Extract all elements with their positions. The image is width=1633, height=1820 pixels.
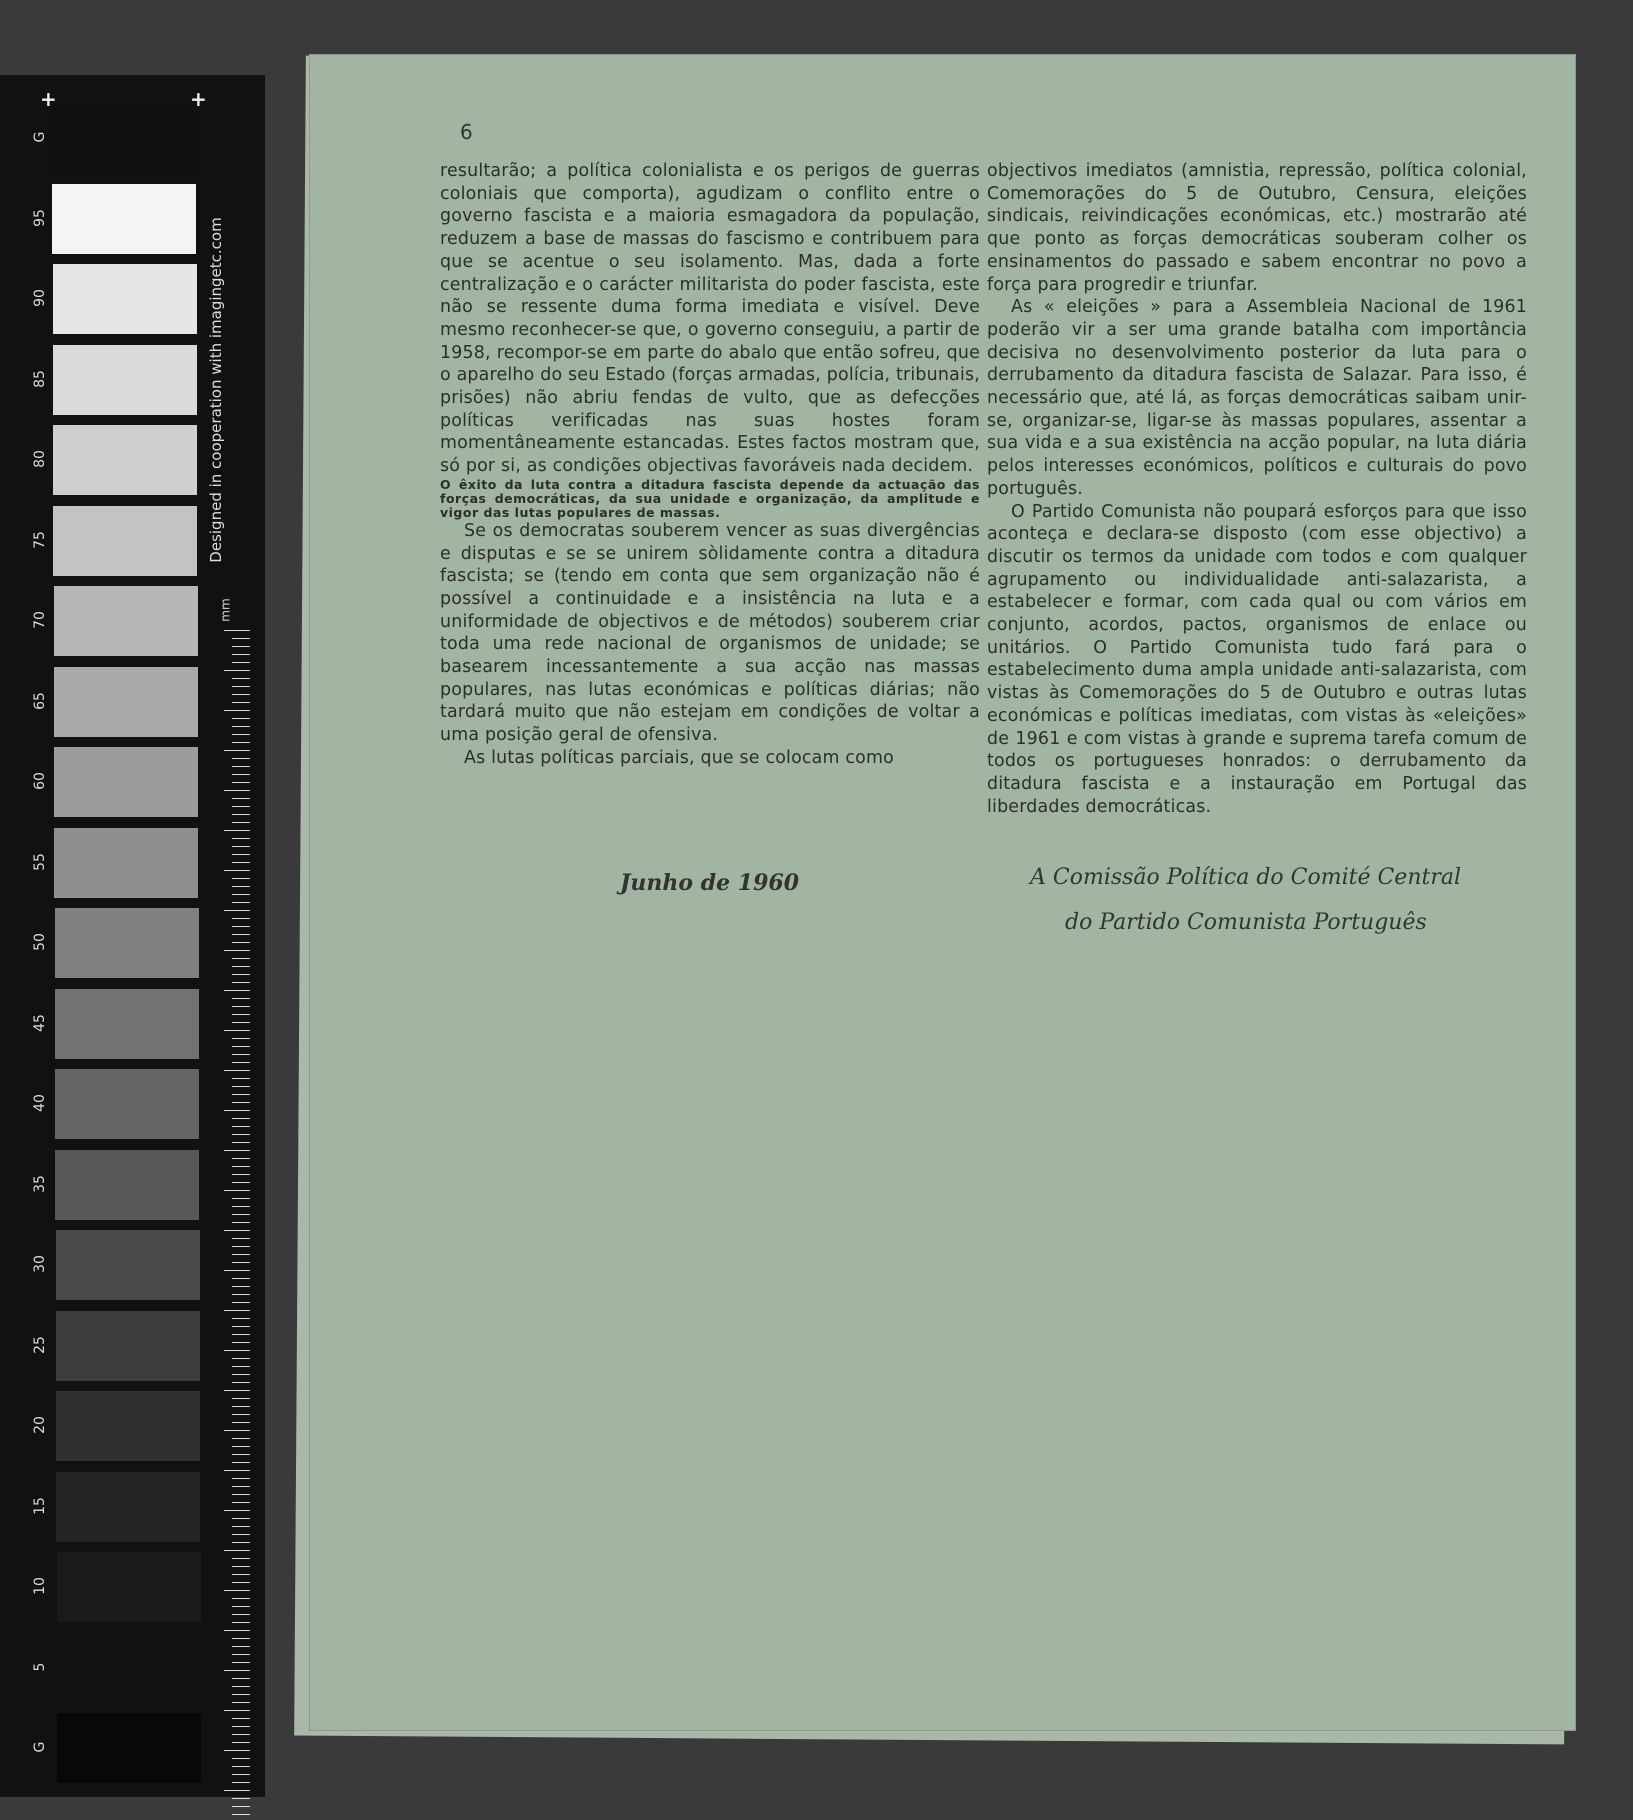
gray-patch [53, 345, 197, 415]
gray-patch [56, 1230, 200, 1300]
gray-patch-label: 80 [32, 450, 48, 468]
gray-patch-label: 70 [32, 611, 48, 629]
document-date: Junho de 1960 [620, 870, 799, 896]
bold-paragraph: O êxito da luta contra a ditadura fascista depende da actuação das forças democráticas, da sua unidade e organização, da amplitude e vigor das lutas populares de massas. [440, 476, 980, 520]
gray-patch-label: 30 [32, 1255, 48, 1273]
gray-patch-label: 45 [32, 1013, 48, 1032]
gray-patch-label: 95 [32, 208, 48, 227]
gray-patch [55, 989, 199, 1059]
gray-patch-label: G [32, 1741, 48, 1753]
gray-patch-label: 15 [32, 1496, 48, 1515]
gray-patch [54, 586, 198, 656]
gray-patch [52, 103, 196, 173]
gray-patch [55, 908, 199, 978]
ruler-unit: mm [218, 598, 233, 622]
paragraph: O Partido Comunista não poupará esforços para que isso aconteça e declara-se disposto (com esse objectivo) a discutir os termos da unidade com todos e com qualquer agrupamento ou individualidade anti-salazarista, a estabelecer e formar, com cada qual ou com vários em conjunto, acordos, pactos, organismos de enlace ou unitários. O Partido Comunista tudo fará para o estabelecimento duma ampla unidade anti-salazarista, com vistas às Comemorações do 5 de Outubro e outras lutas económicas e políticas imediatas, com vistas às «eleições» de 1961 e com vistas à grande e suprema tarefa comum de todos os portugueses honrados: o derrubamento da ditadura fascista e a instauração em Portugal das liberdades democráticas. [987, 501, 1527, 817]
gray-patch-label: 20 [32, 1416, 48, 1434]
gray-patch-label: 40 [32, 1094, 48, 1112]
gray-patch-label: 50 [32, 933, 48, 951]
right-column [987, 160, 1527, 818]
gray-patch [56, 1311, 200, 1381]
gray-patch [52, 184, 196, 254]
gray-patch [54, 667, 198, 737]
signature-line-2: do Partido Comunista Português [1065, 910, 1427, 935]
page-number: 6 [460, 120, 473, 144]
gray-patch-label: 85 [32, 369, 48, 388]
gray-patch-label: 75 [32, 530, 48, 549]
gray-patch [54, 747, 198, 817]
gray-patch-label: 35 [32, 1174, 48, 1193]
color-calibration-ruler [0, 75, 265, 1797]
paragraph: Se os democratas souberem vencer as suas divergências e disputas e se se unirem sòlidamente contra a ditadura fascista; se (tendo em conta que sem organização não é possível a continuidade e a insistência na luta e a uniformidade de objectivos e de métodos) souberem criar toda uma rede nacional de organismos de unidade; se basearem incessantemente a sua acção nas massas populares, nas lutas económicas e políticas diárias; não tardará muito que não estejam em condições de voltar a uma posição geral de ofensiva. [440, 520, 980, 746]
gray-patch-label: 90 [32, 289, 48, 307]
plus-mark-right: + [190, 87, 207, 111]
gray-patch [53, 264, 197, 334]
gray-patch [55, 1069, 199, 1139]
gray-patch-label: 60 [32, 772, 48, 790]
gray-patch [55, 1150, 199, 1220]
plus-mark-left: + [40, 87, 57, 111]
gray-patch [57, 1552, 201, 1622]
gray-patch-label: 25 [32, 1335, 48, 1354]
gray-patch [56, 1391, 200, 1461]
gray-patch [56, 1472, 200, 1542]
left-column [440, 160, 980, 770]
paragraph: As lutas políticas parciais, que se colocam como [464, 747, 894, 768]
signature-line-1: A Comissão Política do Comité Central [1030, 865, 1462, 890]
gray-patch [53, 425, 197, 495]
mm-scale-major [224, 630, 250, 1820]
gray-patch [57, 1633, 201, 1703]
gray-patch-label: G [32, 131, 48, 143]
gray-patch-label: 10 [32, 1577, 48, 1595]
paragraph: objectivos imediatos (amnistia, repressão, política colonial, Comemorações do 5 de Outubro, Censura, eleições sindicais, reivindicações económicas, etc.) mostrarão até que ponto as forças democráticas souberam colher os ensinamentos do passado e sabem encontrar no povo a força para progredir e triunfar. [987, 161, 1527, 295]
gray-patch [57, 1713, 201, 1783]
gray-patch [54, 828, 198, 898]
gray-patch-label: 5 [32, 1662, 48, 1671]
gray-patch-label: 55 [32, 852, 48, 871]
gray-patch-label: 65 [32, 691, 48, 710]
gray-patch [53, 506, 197, 576]
paragraph: As « eleições » para a Assembleia Nacional de 1961 poderão vir a ser uma grande batalha com importância decisiva no desenvolvimento posterior da luta para o derrubamento da ditadura fascista de Salazar. Para isso, é necessário que, até lá, as forças democráticas saibam unir-se, organizar-se, ligar-se às massas populares, assentar a sua vida e a sua existência na acção popular, na luta diária pelos interesses económicos, políticos e culturais do povo português. [987, 297, 1527, 499]
paragraph: resultarão; a política colonialista e os perigos de guerras coloniais que comporta), agudizam o conflito entre o governo fascista e a maioria esmagadora da população, reduzem a base de massas do fascismo e contribuem para que se acentue o seu isolamento. Mas, dada a forte centralização e o carácter militarista do poder fascista, este não se ressente duma forma imediata e visível. Deve mesmo reconhecer-se que, o governo conseguiu, a partir de 1958, recompor-se em parte do abalo que então sofreu, que o aparelho do seu Estado (forças armadas, polícia, tribunais, prisões) não abriu fendas de vulto, que as defecções políticas verificadas nas suas hostes foram momentâneamente estancadas. Estes factos mostram que, só por si, as condições objectivas favoráveis nada decidem. [440, 161, 980, 477]
ruler-credit: Designed in cooperation with imagingetc.com [207, 217, 225, 563]
